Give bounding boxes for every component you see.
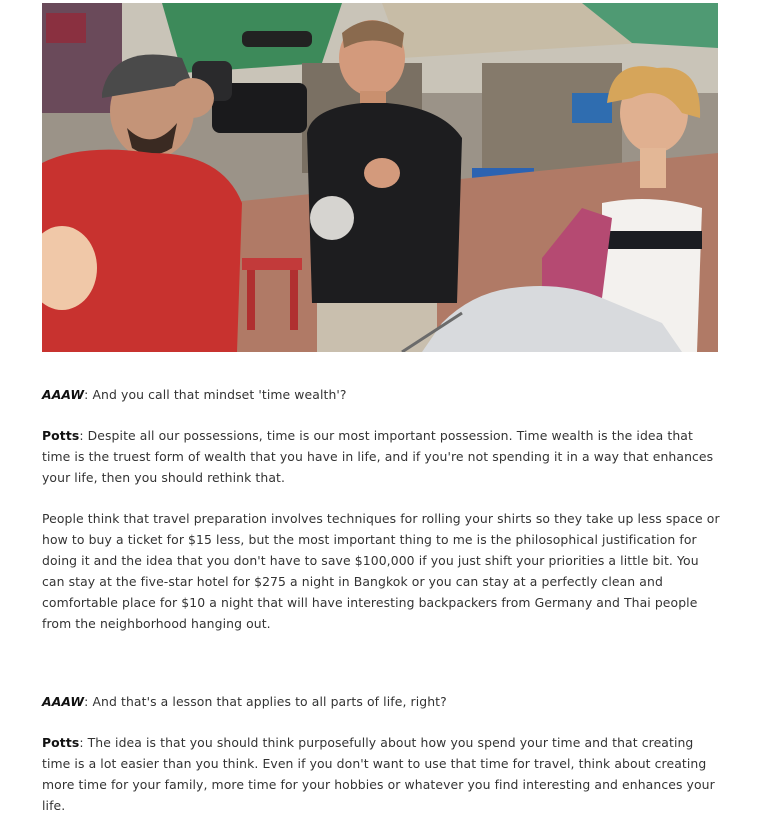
answer-1-text: : Despite all our possessions, time is our most important possession. Time wealth is the idea that time is the truest form of wealth that you have in life, and if you're not spending it in a way that enhances your life, then you should rethink that. [42, 428, 714, 485]
answer-1-continued: People think that travel preparation involves techniques for rolling your shirts so they take up less space or how to buy a ticket for $15 less, but the most important thing to me is the philosophical justification for doing it and the idea that you don't have to save $100,000 if you just shift your priorities a little bit. You can stay at the five-star hotel for $275 a night in Bangkok or you can stay at a perfectly clean and comfortable place for $10 a night that will have interesting backpackers from Germany and Thai people from the neighborhood hanging out. [42, 511, 720, 631]
answer-2-text: : The idea is that you should think purposefully about how you spend your time and that creating time is a lot easier than you think. Even if you don't want to use that time for travel, think about creating more time for your family, more time for your hobbies or whatever you find interesting and enhances your life. [42, 735, 715, 813]
interview-article [42, 384, 722, 816]
blue-box [572, 93, 612, 123]
question-2-text: : And that's a lesson that applies to all parts of life, right? [84, 694, 447, 709]
question-1-text: : And you call that mindset 'time wealth'? [84, 387, 347, 402]
question-2 [42, 691, 722, 712]
article-photo [42, 3, 718, 352]
cameraman-hand [170, 78, 214, 118]
speaker-label-potts: Potts [42, 428, 80, 443]
woman-neck [640, 148, 666, 188]
plastic-bag-held [310, 196, 354, 240]
question-1 [42, 384, 722, 405]
speaker-label-aaaw: AAAW [42, 387, 85, 402]
speaker-label-aaaw: AAAW [42, 694, 85, 709]
stall-banner [46, 13, 86, 43]
answer-2 [42, 732, 722, 816]
red-stool [242, 258, 302, 270]
host-trousers [317, 303, 437, 352]
stool-leg [247, 270, 255, 330]
market-scene-illustration [42, 3, 718, 352]
stool-leg [290, 270, 298, 330]
host-hand-right [364, 158, 400, 188]
camera-handle [242, 31, 312, 47]
woman-dress-sash [602, 231, 702, 249]
speaker-label-potts: Potts [42, 735, 80, 750]
answer-1 [42, 425, 722, 488]
